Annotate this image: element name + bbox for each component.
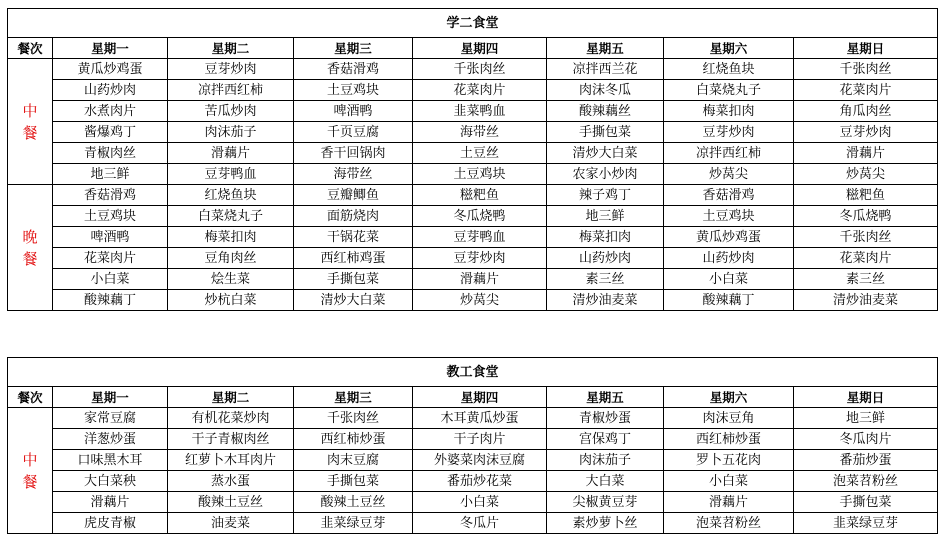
dish-cell: 油麦菜 [168, 513, 294, 534]
dish-cell: 肉沫茄子 [168, 122, 294, 143]
dish-cell: 土豆丝 [413, 143, 547, 164]
dish-cell: 海带丝 [294, 164, 413, 185]
dish-cell: 清炒大白菜 [294, 290, 413, 311]
meal-label [8, 185, 53, 311]
table-row [8, 471, 938, 492]
column-header-day: 星期四 [413, 387, 547, 408]
column-header-day: 星期五 [547, 387, 664, 408]
column-header-day: 星期五 [547, 38, 664, 59]
column-header-day: 星期日 [794, 38, 938, 59]
dish-cell: 素三丝 [794, 269, 938, 290]
table-title-row [8, 9, 938, 38]
dish-cell: 黄瓜炒鸡蛋 [53, 59, 168, 80]
dish-cell: 凉拌西红柿 [664, 143, 794, 164]
dish-cell: 土豆鸡块 [53, 206, 168, 227]
dish-cell: 梅菜扣肉 [547, 227, 664, 248]
meal-label-text: 晚 餐 [22, 227, 38, 268]
dish-cell: 梅菜扣肉 [168, 227, 294, 248]
dish-cell: 梅菜扣肉 [664, 101, 794, 122]
dish-cell: 木耳黄瓜炒蛋 [413, 408, 547, 429]
dish-cell: 酸辣土豆丝 [294, 492, 413, 513]
dish-cell: 啤酒鸭 [294, 101, 413, 122]
dish-cell: 香菇滑鸡 [664, 185, 794, 206]
column-header-day: 星期六 [664, 387, 794, 408]
dish-cell: 泡菜苕粉丝 [794, 471, 938, 492]
column-header-day: 星期日 [794, 387, 938, 408]
dish-cell: 面筋烧肉 [294, 206, 413, 227]
dish-cell: 宫保鸡丁 [547, 429, 664, 450]
dish-cell: 烩生菜 [168, 269, 294, 290]
dish-cell: 角瓜肉丝 [794, 101, 938, 122]
dish-cell: 炒莴尖 [664, 164, 794, 185]
dish-cell: 青椒炒蛋 [547, 408, 664, 429]
canteen-title: 学二食堂 [8, 9, 938, 38]
dish-cell: 豆芽鸭血 [413, 227, 547, 248]
dish-cell: 干子青椒肉丝 [168, 429, 294, 450]
dish-cell: 土豆鸡块 [664, 206, 794, 227]
table-row [8, 206, 938, 227]
dish-cell: 千张肉丝 [294, 408, 413, 429]
dish-cell: 凉拌西兰花 [547, 59, 664, 80]
dish-cell: 冬瓜片 [413, 513, 547, 534]
meal-label-text: 中 餐 [22, 101, 38, 142]
dish-cell: 花菜肉片 [53, 248, 168, 269]
dish-cell: 青椒肉丝 [53, 143, 168, 164]
dish-cell: 小白菜 [413, 492, 547, 513]
dish-cell: 干锅花菜 [294, 227, 413, 248]
dish-cell: 香干回锅肉 [294, 143, 413, 164]
dish-cell: 千张肉丝 [413, 59, 547, 80]
dish-cell: 豆角肉丝 [168, 248, 294, 269]
dish-cell: 豆芽炒肉 [664, 122, 794, 143]
column-header-meal: 餐次 [8, 387, 53, 408]
dish-cell: 苦瓜炒肉 [168, 101, 294, 122]
dish-cell: 炒杭白菜 [168, 290, 294, 311]
dish-cell: 酸辣藕丁 [53, 290, 168, 311]
dish-cell: 红萝卜木耳肉片 [168, 450, 294, 471]
dish-cell: 韭菜鸭血 [413, 101, 547, 122]
dish-cell: 白菜烧丸子 [664, 80, 794, 101]
canteen-table-xueer [7, 8, 938, 311]
dish-cell: 番茄炒花菜 [413, 471, 547, 492]
dish-cell: 手撕包菜 [794, 492, 938, 513]
dish-cell: 小白菜 [664, 471, 794, 492]
dish-cell: 小白菜 [664, 269, 794, 290]
dish-cell: 地三鲜 [794, 408, 938, 429]
dish-cell: 清炒油麦菜 [547, 290, 664, 311]
dish-cell: 口味黑木耳 [53, 450, 168, 471]
dish-cell: 千张肉丝 [794, 59, 938, 80]
dish-cell: 大白菜秧 [53, 471, 168, 492]
column-header-meal: 餐次 [8, 38, 53, 59]
canteen-title: 教工食堂 [8, 358, 938, 387]
dish-cell: 罗卜五花肉 [664, 450, 794, 471]
dish-cell: 炒莴尖 [413, 290, 547, 311]
column-header-day: 星期二 [168, 38, 294, 59]
column-header-day: 星期一 [53, 38, 168, 59]
dish-cell: 豆芽炒肉 [168, 59, 294, 80]
dish-cell: 千页豆腐 [294, 122, 413, 143]
dish-cell: 小白菜 [53, 269, 168, 290]
dish-cell: 地三鲜 [53, 164, 168, 185]
dish-cell: 水煮肉片 [53, 101, 168, 122]
dish-cell: 手撕包菜 [294, 269, 413, 290]
dish-cell: 酱爆鸡丁 [53, 122, 168, 143]
dish-cell: 手撕包菜 [547, 122, 664, 143]
dish-cell: 千张肉丝 [794, 227, 938, 248]
dish-cell: 有机花菜炒肉 [168, 408, 294, 429]
dish-cell: 冬瓜烧鸭 [413, 206, 547, 227]
dish-cell: 土豆鸡块 [413, 164, 547, 185]
dish-cell: 糍粑鱼 [413, 185, 547, 206]
dish-cell: 农家小炒肉 [547, 164, 664, 185]
dish-cell: 红烧鱼块 [664, 59, 794, 80]
column-header-day: 星期一 [53, 387, 168, 408]
dish-cell: 尖椒黄豆芽 [547, 492, 664, 513]
dish-cell: 肉沫茄子 [547, 450, 664, 471]
column-header-day: 星期三 [294, 387, 413, 408]
dish-cell: 肉沫豆角 [664, 408, 794, 429]
dish-cell: 炒莴尖 [794, 164, 938, 185]
dish-cell: 蒸水蛋 [168, 471, 294, 492]
dish-cell: 滑藕片 [794, 143, 938, 164]
table-row [8, 248, 938, 269]
meal-label [8, 408, 53, 534]
column-header-day: 星期三 [294, 38, 413, 59]
dish-cell: 肉末豆腐 [294, 450, 413, 471]
table-row [8, 408, 938, 429]
dish-cell: 大白菜 [547, 471, 664, 492]
dish-cell: 冬瓜肉片 [794, 429, 938, 450]
dish-cell: 手撕包菜 [294, 471, 413, 492]
dish-cell: 肉沫冬瓜 [547, 80, 664, 101]
dish-cell: 山药炒肉 [547, 248, 664, 269]
table-row [8, 290, 938, 311]
table-row [8, 164, 938, 185]
dish-cell: 豆芽鸭血 [168, 164, 294, 185]
dish-cell: 干子肉片 [413, 429, 547, 450]
table-row [8, 122, 938, 143]
table-title-row [8, 358, 938, 387]
table-row [8, 101, 938, 122]
dish-cell: 黄瓜炒鸡蛋 [664, 227, 794, 248]
dish-cell: 白菜烧丸子 [168, 206, 294, 227]
dish-cell: 山药炒肉 [664, 248, 794, 269]
dish-cell: 洋葱炒蛋 [53, 429, 168, 450]
table-row [8, 227, 938, 248]
meal-label-text: 中 餐 [22, 450, 38, 491]
canteen-table-jiaogong [7, 357, 938, 534]
dish-cell: 清炒大白菜 [547, 143, 664, 164]
table-row [8, 185, 938, 206]
table-row [8, 143, 938, 164]
dish-cell: 酸辣藕丁 [664, 290, 794, 311]
dish-cell: 西红柿炒蛋 [664, 429, 794, 450]
dish-cell: 啤酒鸭 [53, 227, 168, 248]
dish-cell: 番茄炒蛋 [794, 450, 938, 471]
column-header-day: 星期二 [168, 387, 294, 408]
dish-cell: 豆瓣鲫鱼 [294, 185, 413, 206]
dish-cell: 糍粑鱼 [794, 185, 938, 206]
dish-cell: 素炒萝卜丝 [547, 513, 664, 534]
dish-cell: 清炒油麦菜 [794, 290, 938, 311]
dish-cell: 山药炒肉 [53, 80, 168, 101]
header-row [8, 38, 938, 59]
dish-cell: 土豆鸡块 [294, 80, 413, 101]
dish-cell: 辣子鸡丁 [547, 185, 664, 206]
dish-cell: 花菜肉片 [794, 248, 938, 269]
column-header-day: 星期六 [664, 38, 794, 59]
dish-cell: 西红柿炒蛋 [294, 429, 413, 450]
dish-cell: 滑藕片 [53, 492, 168, 513]
dish-cell: 酸辣藕丝 [547, 101, 664, 122]
dish-cell: 家常豆腐 [53, 408, 168, 429]
dish-cell: 地三鲜 [547, 206, 664, 227]
dish-cell: 滑藕片 [168, 143, 294, 164]
dish-cell: 西红柿鸡蛋 [294, 248, 413, 269]
table-row [8, 450, 938, 471]
dish-cell: 韭菜绿豆芽 [294, 513, 413, 534]
dish-cell: 素三丝 [547, 269, 664, 290]
dish-cell: 香菇滑鸡 [53, 185, 168, 206]
dish-cell: 香菇滑鸡 [294, 59, 413, 80]
dish-cell: 韭菜绿豆芽 [794, 513, 938, 534]
dish-cell: 酸辣土豆丝 [168, 492, 294, 513]
header-row [8, 387, 938, 408]
dish-cell: 泡菜苕粉丝 [664, 513, 794, 534]
dish-cell: 海带丝 [413, 122, 547, 143]
dish-cell: 虎皮青椒 [53, 513, 168, 534]
dish-cell: 豆芽炒肉 [794, 122, 938, 143]
column-header-day: 星期四 [413, 38, 547, 59]
dish-cell: 凉拌西红柿 [168, 80, 294, 101]
dish-cell: 花菜肉片 [413, 80, 547, 101]
table-row [8, 59, 938, 80]
dish-cell: 花菜肉片 [794, 80, 938, 101]
dish-cell: 滑藕片 [413, 269, 547, 290]
dish-cell: 豆芽炒肉 [413, 248, 547, 269]
table-row [8, 513, 938, 534]
dish-cell: 红烧鱼块 [168, 185, 294, 206]
table-row [8, 269, 938, 290]
dish-cell: 冬瓜烧鸭 [794, 206, 938, 227]
dish-cell: 滑藕片 [664, 492, 794, 513]
table-row [8, 492, 938, 513]
meal-label [8, 59, 53, 185]
table-row [8, 80, 938, 101]
table-row [8, 429, 938, 450]
dish-cell: 外婆菜肉沫豆腐 [413, 450, 547, 471]
